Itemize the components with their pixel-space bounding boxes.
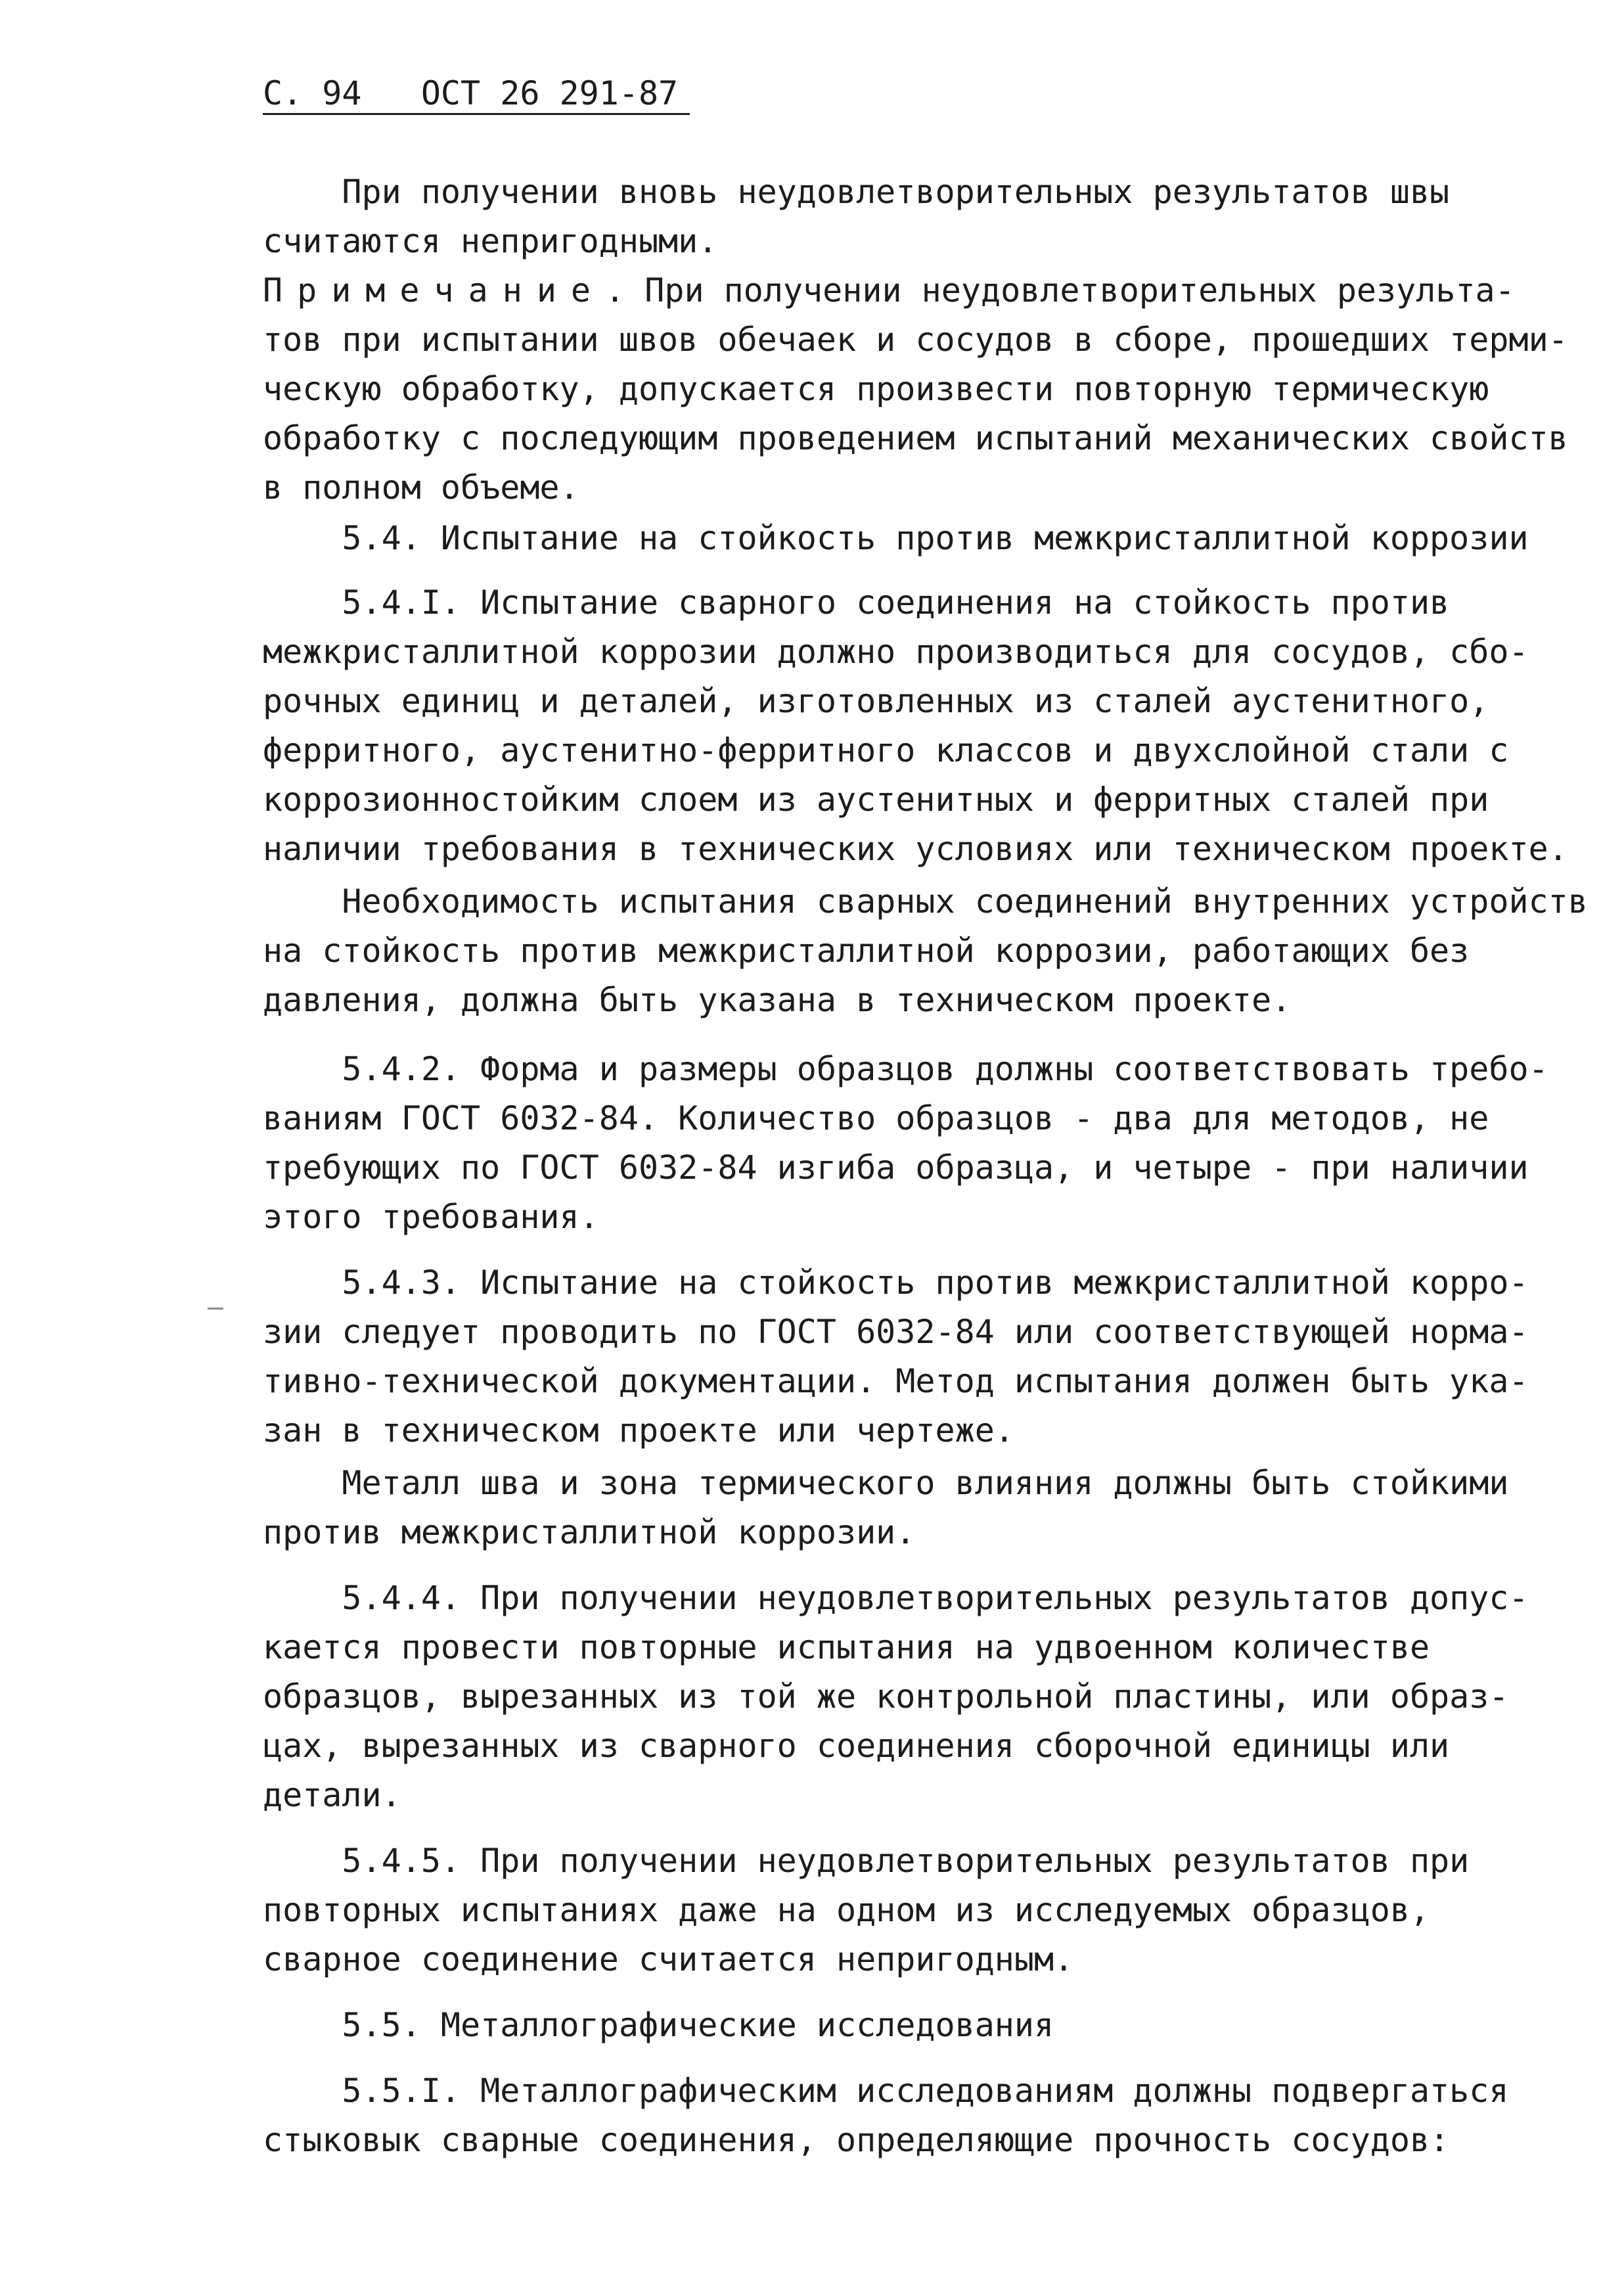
- section-heading-5-4: 5.4. Испытание на стойкость против межкристаллитной коррозии: [263, 519, 1529, 557]
- section-heading-5-5: 5.5. Металлографические исследования: [263, 2006, 1054, 2044]
- paragraph-intro: При получении вновь неудовлетворительных результатов швы считаются непригодными.: [263, 173, 1450, 260]
- page-number: С. 94: [263, 74, 362, 112]
- paragraph-5-4-5: 5.4.5. При получении неудовлетворительных результатов при повторных испытаниях даже на одном из исследуемых образцов, сварное соединение считается непригодным.: [263, 1842, 1470, 1978]
- paragraph-5-4-4: 5.4.4. При получении неудовлетворительных результатов допус- кается провести повторные испытания на удвоенном количестве образцов, вырезанных из той же контрольной пластины, или образ- цах, вырезанных из сварного соединения сборочной единицы или детали.: [263, 1579, 1529, 1814]
- paragraph-5-4-2: 5.4.2. Форма и размеры образцов должны соответствовать требо- ваниям ГОСТ 6032-84. Количество образцов - два для методов, не требующих по ГОСТ 6032-84 изгиба образца, и четыре - при наличии этого требования.: [263, 1050, 1548, 1236]
- header-underline: [263, 113, 690, 115]
- paragraph-5-4-3: 5.4.3. Испытание на стойкость против межкристаллитной корро- зии следует проводить по ГОСТ 6032-84 или соответствующей норма- тивно-технической документации. Метод испытания должен быть ука- зан в техническом проекте или чертеже.: [263, 1264, 1529, 1449]
- note-label: Примечание: [263, 271, 606, 309]
- document-code: ОСТ 26 291-87: [420, 74, 679, 112]
- note-paragraph: [263, 266, 1616, 513]
- paragraph-5-5-1: 5.5.I. Металлографическим исследованиям должны подвергаться стыковык сварные соединения, определяющие прочность сосудов:: [263, 2072, 1509, 2159]
- margin-mark: [208, 1308, 223, 1310]
- page-header: [263, 74, 678, 113]
- paragraph-5-4-1: 5.4.I. Испытание сварного соединения на стойкость против межкристаллитной коррозии должно производиться для сосудов, сбо- рочных единиц и деталей, изготовленных из сталей аустенитного, ферритного, аустенитно-ферритного классов и двухслойной стали с коррозионностойким слоем из аустенитных и ферритных сталей при наличии требования в технических условиях или техническом проекте.: [263, 583, 1568, 868]
- paragraph-inner-devices: Необходимость испытания сварных соединений внутренних устройств на стойкость против межкристаллитной коррозии, работающих без давления, должна быть указана в техническом проекте.: [263, 882, 1588, 1019]
- paragraph-weld-metal: Металл шва и зона термического влияния должны быть стойкими против межкристаллитной коррозии.: [263, 1464, 1509, 1551]
- note-text: . При получении неудовлетворительных результа- тов при испытании швов обечаек и сосудов в сборе, прошедших терми- ческую обработку, допускается произвести повторную термическую обработку с последующим проведением испытаний механических свойств в полном объеме.: [263, 271, 1568, 507]
